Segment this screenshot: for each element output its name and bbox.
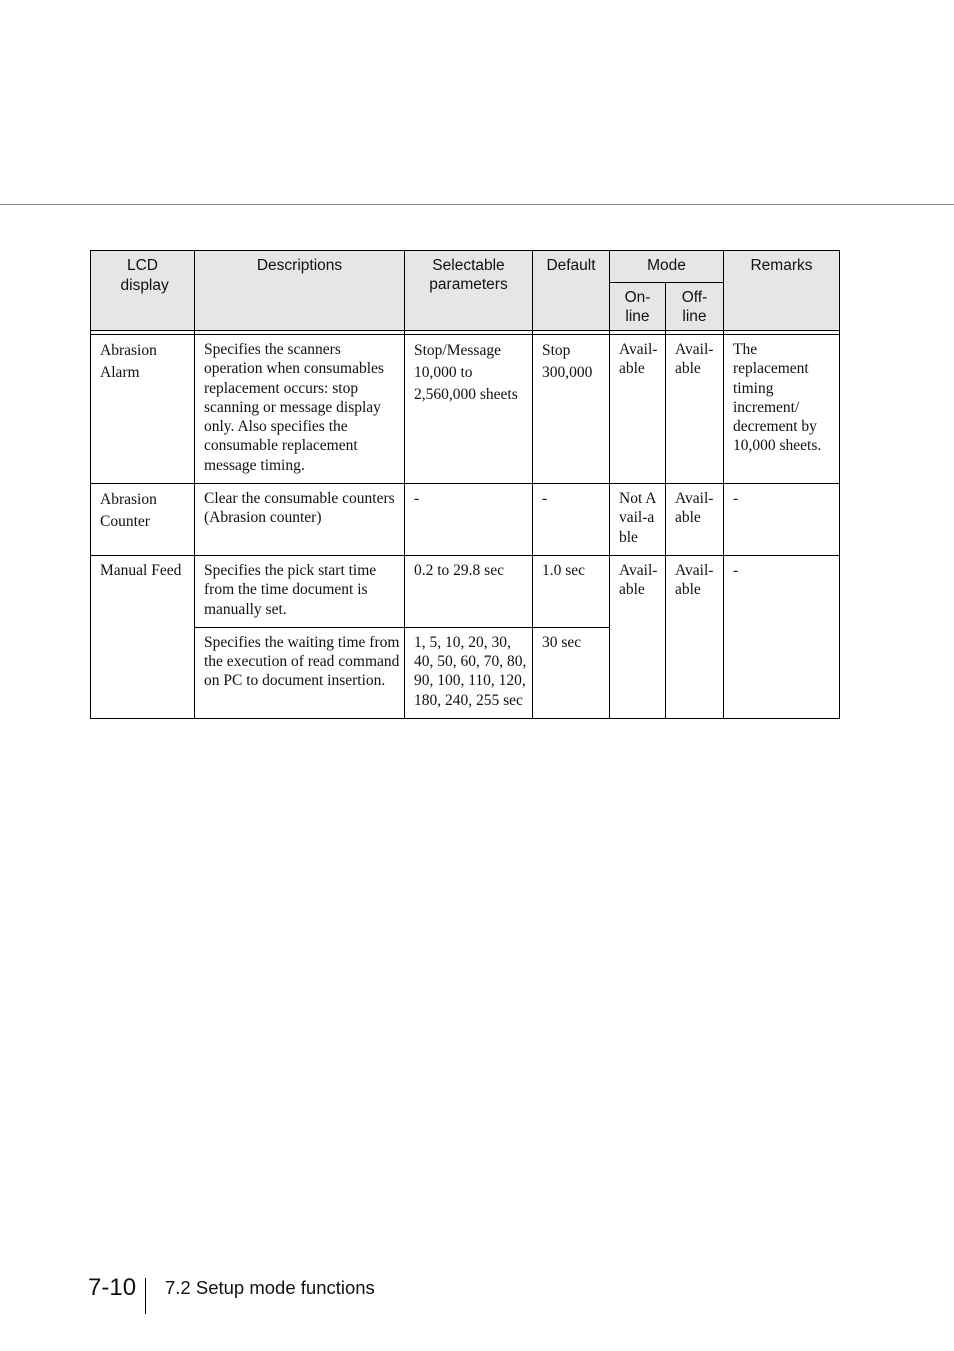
header-descriptions: Descriptions — [195, 251, 405, 331]
header-rule — [0, 204, 954, 205]
footer-divider — [145, 1278, 146, 1314]
lcd-display-cell: Abrasion Alarm — [91, 335, 195, 484]
page-number: 7-10 — [88, 1274, 137, 1301]
online-cell: Avail-able — [610, 335, 666, 484]
lcd-display-cell: Manual Feed — [91, 555, 195, 718]
offline-cell: Avail-able — [666, 555, 724, 718]
header-mode: Mode — [610, 251, 724, 283]
section-title: 7.2 Setup mode functions — [165, 1277, 375, 1298]
header-lcd-display: LCD display — [91, 251, 195, 331]
parameters-cell: 0.2 to 29.8 sec — [405, 555, 533, 627]
description-cell: Specifies the waiting time from the execution of read command on PC to document insertion. — [195, 627, 405, 718]
header-online: On-line — [610, 283, 666, 331]
setup-parameters-table — [90, 250, 840, 719]
parameters-cell: 1, 5, 10, 20, 30, 40, 50, 60, 70, 80, 90, 100, 110, 120, 180, 240, 255 sec — [405, 627, 533, 718]
description-cell: Clear the consumable counters (Abrasion counter) — [195, 484, 405, 556]
parameters-cell: - — [405, 484, 533, 556]
remarks-cell: - — [724, 484, 840, 556]
remarks-cell: The replacement timing increment/ decrement by 10,000 sheets. — [724, 335, 840, 484]
parameters-cell: Stop/Message 10,000 to 2,560,000 sheets — [405, 335, 533, 484]
default-cell: 1.0 sec — [533, 555, 610, 627]
description-cell: Specifies the pick start time from the time document is manually set. — [195, 555, 405, 627]
default-cell: 30 sec — [533, 627, 610, 718]
table-row — [91, 555, 840, 627]
header-default: Default — [533, 251, 610, 331]
table-row — [91, 335, 840, 484]
lcd-display-cell: Abrasion Counter — [91, 484, 195, 556]
header-remarks: Remarks — [724, 251, 840, 331]
default-cell: - — [533, 484, 610, 556]
offline-cell: Avail-able — [666, 484, 724, 556]
description-cell: Specifies the scanners operation when consumables replacement occurs: stop scanning or message display only. Also specifies the consumable replacement message timing. — [195, 335, 405, 484]
header-selectable-parameters: Selectable parameters — [405, 251, 533, 331]
remarks-cell: - — [724, 555, 840, 718]
online-cell: Not Avail-able — [610, 484, 666, 556]
online-cell: Avail-able — [610, 555, 666, 718]
offline-cell: Avail-able — [666, 335, 724, 484]
default-cell: Stop 300,000 — [533, 335, 610, 484]
header-offline: Off-line — [666, 283, 724, 331]
table-row — [91, 484, 840, 556]
